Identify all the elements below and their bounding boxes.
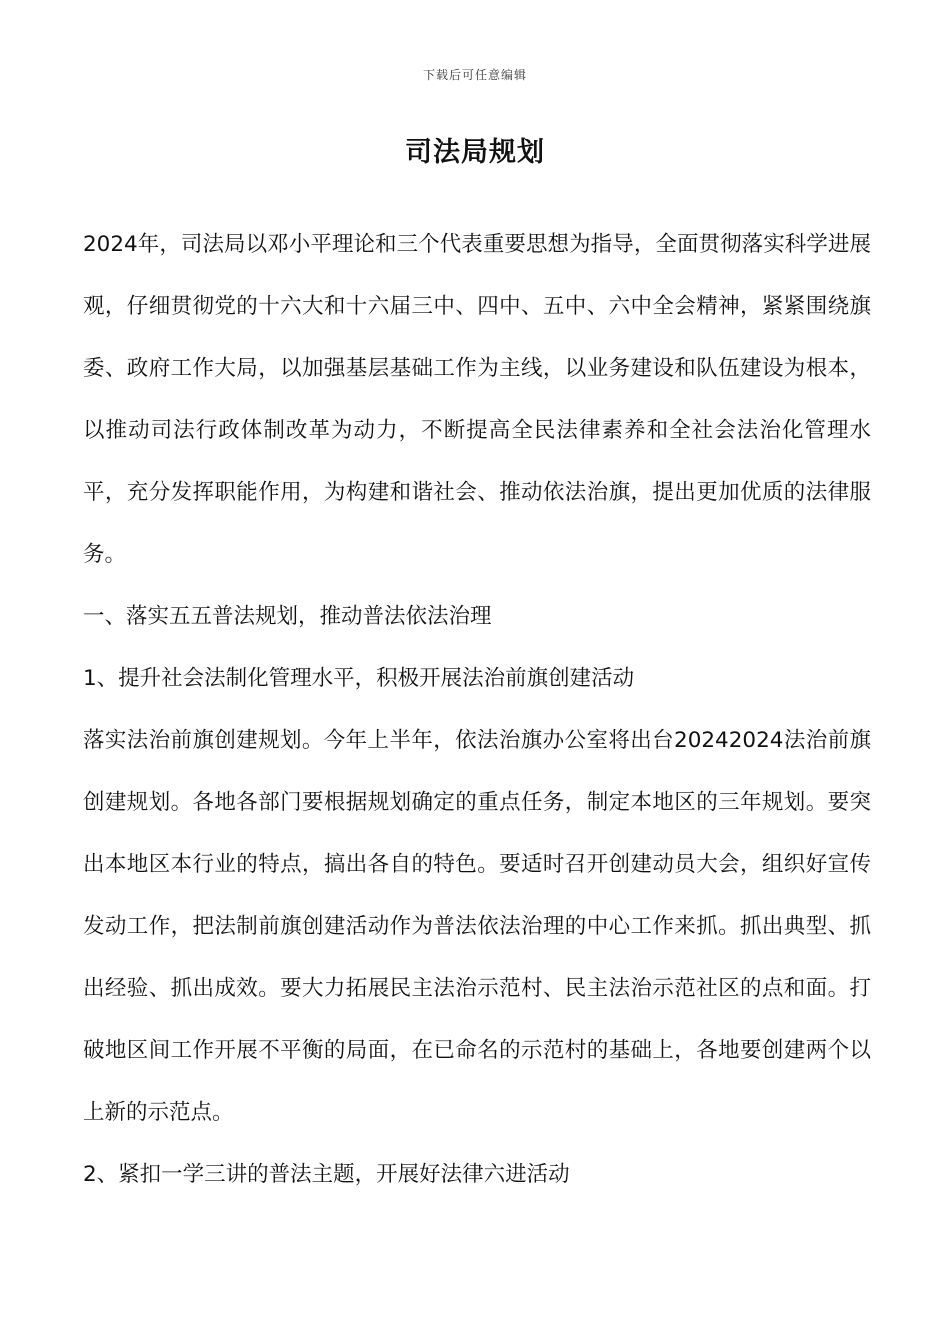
subheading-2: 2、紧扣一学三讲的普法主题，开展好法律六进活动 [83, 1162, 570, 1187]
subheading-1: 1、提升社会法制化管理水平，积极开展法治前旗创建活动 [83, 666, 635, 691]
section-heading-1: 一、落实五五普法规划，推动普法依法治理 [83, 604, 492, 629]
document-body [83, 214, 871, 1206]
document-title: 司法局规划 [405, 137, 545, 168]
body-paragraph: 落实法治前旗创建规划。今年上半年，依法治旗办公室将出台20242024法治前旗创建规划。各地各部门要根据规划确定的重点任务，制定本地区的三年规划。要突出本地区本行业的特点，搞出各自的特色。要适时召开创建动员大会，组织好宣传发动工作，把法制前旗创建活动作为普法依法治理的中心工作来抓。抓出典型、抓出经验、抓出成效。要大力拓展民主法治示范村、民主法治示范社区的点和面。打破地区间工作开展不平衡的局面，在已命名的示范村的基础上，各地要创建两个以上新的示范点。 [83, 728, 871, 1125]
intro-paragraph: 2024年，司法局以邓小平理论和三个代表重要思想为指导，全面贯彻落实科学进展观，仔细贯彻党的十六大和十六届三中、四中、五中、六中全会精神，紧紧围绕旗委、政府工作大局，以加强基层基础工作为主线，以业务建设和队伍建设为根本，以推动司法行政体制改革为动力，不断提高全民法律素养和全社会法治化管理水平，充分发挥职能作用，为构建和谐社会、推动依法治旗，提出更加优质的法律服务。 [83, 232, 871, 567]
header-note: 下载后可任意编辑 [422, 68, 527, 82]
